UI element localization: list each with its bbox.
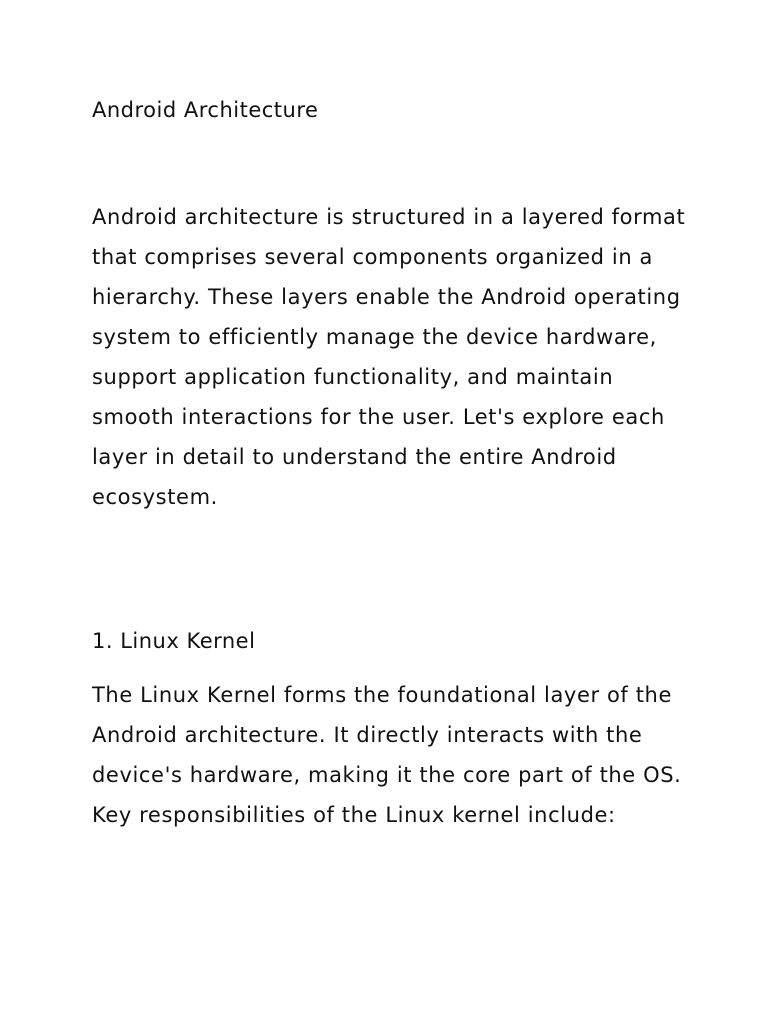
section-body-linux-kernel: The Linux Kernel forms the foundational layer of the Android architecture. It directly interacts with the device's hardware, making it the core part of the OS. Key responsibilities of the Linux kernel include: (92, 683, 682, 827)
page-title: Android Architecture (92, 98, 319, 122)
intro-paragraph: Android architecture is structured in a layered format that comprises several components organized in a hierarchy. These layers enable the Android operating system to efficiently manage the device hardware, support application functionality, and maintain smooth interactions for the user. Let's explore each layer in detail to understand the entire Android ecosystem. (92, 205, 686, 509)
section-heading-linux-kernel: 1. Linux Kernel (92, 629, 256, 653)
